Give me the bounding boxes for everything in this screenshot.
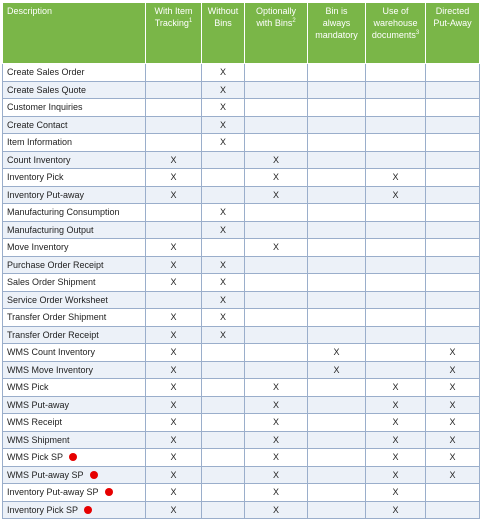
row-label-text: WMS Pick SP [7,452,64,463]
row-label-text: Sales Order Shipment [7,277,96,288]
empty-cell [202,396,245,414]
check-mark-cell: X [245,239,308,257]
check-mark-cell: X [146,414,202,432]
empty-cell [308,396,366,414]
row-label-text: Count Inventory [7,154,71,165]
empty-cell [245,64,308,82]
column-header [308,3,366,64]
empty-cell [308,116,366,134]
check-mark-cell: X [426,396,480,414]
red-dot-icon [84,506,92,514]
check-mark-cell: X [146,379,202,397]
check-mark-cell: X [366,449,426,467]
check-mark-cell: X [426,449,480,467]
table-row [3,239,480,257]
row-label [3,501,146,519]
table-row [3,116,480,134]
empty-cell [202,484,245,502]
row-label [3,291,146,309]
empty-cell [426,291,480,309]
check-mark-cell: X [245,151,308,169]
check-mark-cell: X [366,431,426,449]
table-row [3,501,480,519]
empty-cell [426,256,480,274]
empty-cell [308,81,366,99]
row-label-text: Transfer Order Receipt [7,329,99,340]
table-row [3,344,480,362]
empty-cell [308,274,366,292]
empty-cell [426,484,480,502]
row-label-text: Create Sales Order [7,67,85,78]
table-row [3,414,480,432]
empty-cell [366,221,426,239]
check-mark-cell: X [146,274,202,292]
empty-cell [308,256,366,274]
table-row [3,99,480,117]
table-row [3,169,480,187]
empty-cell [308,449,366,467]
empty-cell [366,291,426,309]
table-row [3,379,480,397]
empty-cell [426,169,480,187]
empty-cell [426,151,480,169]
empty-cell [426,64,480,82]
column-header-text: Bin is always mandatory [315,6,358,40]
row-label [3,414,146,432]
empty-cell [202,379,245,397]
row-label-text: WMS Move Inventory [7,364,94,375]
row-label [3,204,146,222]
row-label [3,239,146,257]
empty-cell [426,221,480,239]
check-mark-cell: X [202,326,245,344]
empty-cell [426,186,480,204]
check-mark-cell: X [245,431,308,449]
empty-cell [308,239,366,257]
row-label-text: Inventory Pick [7,172,64,183]
table-row [3,81,480,99]
row-label-text: WMS Count Inventory [7,347,96,358]
table-header-row [3,3,480,64]
table-row [3,221,480,239]
row-label [3,361,146,379]
empty-cell [426,239,480,257]
empty-cell [366,134,426,152]
footnote-marker: 2 [292,18,296,24]
check-mark-cell: X [146,361,202,379]
check-mark-cell: X [426,414,480,432]
empty-cell [245,116,308,134]
empty-cell [366,256,426,274]
check-mark-cell: X [308,361,366,379]
row-label [3,99,146,117]
empty-cell [366,326,426,344]
row-label-text: Transfer Order Shipment [7,312,107,323]
check-mark-cell: X [202,274,245,292]
row-label-text: Inventory Pick SP [7,504,79,515]
empty-cell [308,169,366,187]
check-mark-cell: X [146,431,202,449]
empty-cell [202,449,245,467]
empty-cell [202,414,245,432]
check-mark-cell: X [426,361,480,379]
empty-cell [308,204,366,222]
empty-cell [308,134,366,152]
empty-cell [308,221,366,239]
table-row [3,326,480,344]
empty-cell [308,186,366,204]
column-header-text: Use of warehouse documents [371,6,418,40]
column-header [366,3,426,64]
empty-cell [308,291,366,309]
check-mark-cell: X [202,99,245,117]
empty-cell [245,256,308,274]
table-body [3,64,480,519]
table-row [3,151,480,169]
empty-cell [308,431,366,449]
check-mark-cell: X [202,256,245,274]
row-label [3,221,146,239]
check-mark-cell: X [146,326,202,344]
empty-cell [245,291,308,309]
empty-cell [245,204,308,222]
row-label [3,274,146,292]
check-mark-cell: X [245,379,308,397]
empty-cell [146,291,202,309]
row-label [3,449,146,467]
row-label-text: Purchase Order Receipt [7,259,104,270]
check-mark-cell: X [146,309,202,327]
footnote-marker: 3 [415,30,420,36]
row-label-text: WMS Put-away SP [7,469,84,480]
check-mark-cell: X [245,484,308,502]
check-mark-cell: X [426,466,480,484]
check-mark-cell: X [426,344,480,362]
empty-cell [245,326,308,344]
empty-cell [366,361,426,379]
check-mark-cell: X [202,204,245,222]
column-header-text: Description [7,6,53,16]
empty-cell [366,239,426,257]
empty-cell [245,344,308,362]
check-mark-cell: X [146,344,202,362]
row-label [3,309,146,327]
empty-cell [366,99,426,117]
empty-cell [426,501,480,519]
row-label [3,116,146,134]
empty-cell [146,204,202,222]
red-dot-icon [69,453,77,461]
table-row [3,186,480,204]
check-mark-cell: X [366,501,426,519]
column-header [202,3,245,64]
empty-cell [245,309,308,327]
empty-cell [426,134,480,152]
empty-cell [245,99,308,117]
row-label [3,64,146,82]
row-label-text: Create Sales Quote [7,84,87,95]
row-label-text: Item Information [7,137,73,148]
row-label-text: WMS Pick [7,382,49,393]
check-mark-cell: X [146,501,202,519]
empty-cell [245,81,308,99]
check-mark-cell: X [245,169,308,187]
empty-cell [245,361,308,379]
check-mark-cell: X [366,186,426,204]
empty-cell [426,204,480,222]
row-label [3,169,146,187]
table-row [3,134,480,152]
row-label-text: Inventory Put-away [7,189,85,200]
check-mark-cell: X [146,169,202,187]
row-label-text: Create Contact [7,119,68,130]
row-label [3,396,146,414]
row-label-text: Service Order Worksheet [7,294,108,305]
check-mark-cell: X [366,169,426,187]
empty-cell [202,466,245,484]
check-mark-cell: X [245,501,308,519]
check-mark-cell: X [426,431,480,449]
empty-cell [202,431,245,449]
check-mark-cell: X [202,134,245,152]
row-label [3,379,146,397]
check-mark-cell: X [146,396,202,414]
check-mark-cell: X [146,239,202,257]
empty-cell [202,239,245,257]
table-row [3,256,480,274]
row-label-text: Customer Inquiries [7,102,83,113]
table-row [3,64,480,82]
empty-cell [146,116,202,134]
check-mark-cell: X [202,116,245,134]
empty-cell [426,274,480,292]
empty-cell [308,414,366,432]
check-mark-cell: X [202,309,245,327]
row-label [3,134,146,152]
row-label [3,81,146,99]
table-row [3,431,480,449]
empty-cell [146,99,202,117]
table-row [3,309,480,327]
feature-matrix-table [2,2,480,519]
row-label-text: Move Inventory [7,242,69,253]
empty-cell [308,151,366,169]
table-row [3,484,480,502]
empty-cell [202,344,245,362]
column-header-text: With Item Tracking [154,6,193,28]
check-mark-cell: X [245,466,308,484]
empty-cell [308,379,366,397]
red-dot-icon [105,488,113,496]
column-header [245,3,308,64]
empty-cell [245,221,308,239]
row-label-text: Inventory Put-away SP [7,487,99,498]
check-mark-cell: X [202,221,245,239]
empty-cell [366,309,426,327]
empty-cell [366,274,426,292]
row-label-text: WMS Put-away [7,399,70,410]
row-label [3,466,146,484]
table-row [3,466,480,484]
check-mark-cell: X [146,151,202,169]
table-row [3,274,480,292]
row-label-text: WMS Shipment [7,434,70,445]
empty-cell [202,151,245,169]
row-label [3,326,146,344]
column-header-text: Without Bins [207,6,239,28]
row-label-text: Manufacturing Output [7,224,94,235]
check-mark-cell: X [308,344,366,362]
check-mark-cell: X [245,396,308,414]
empty-cell [426,116,480,134]
empty-cell [202,186,245,204]
table-row [3,204,480,222]
row-label-text: Manufacturing Consumption [7,207,120,218]
empty-cell [426,309,480,327]
check-mark-cell: X [426,379,480,397]
check-mark-cell: X [366,484,426,502]
check-mark-cell: X [366,379,426,397]
check-mark-cell: X [146,484,202,502]
check-mark-cell: X [146,466,202,484]
check-mark-cell: X [245,449,308,467]
empty-cell [245,134,308,152]
check-mark-cell: X [366,414,426,432]
empty-cell [308,484,366,502]
empty-cell [366,81,426,99]
check-mark-cell: X [146,449,202,467]
row-label-text: WMS Receipt [7,417,63,428]
empty-cell [202,169,245,187]
table-row [3,449,480,467]
check-mark-cell: X [202,64,245,82]
empty-cell [366,204,426,222]
check-mark-cell: X [366,396,426,414]
check-mark-cell: X [245,186,308,204]
empty-cell [366,116,426,134]
empty-cell [308,99,366,117]
row-label [3,344,146,362]
empty-cell [146,81,202,99]
red-dot-icon [90,471,98,479]
check-mark-cell: X [366,466,426,484]
empty-cell [426,99,480,117]
empty-cell [245,274,308,292]
row-label [3,256,146,274]
empty-cell [426,81,480,99]
empty-cell [426,326,480,344]
empty-cell [146,221,202,239]
row-label [3,186,146,204]
empty-cell [366,344,426,362]
row-label [3,484,146,502]
check-mark-cell: X [146,256,202,274]
table-row [3,291,480,309]
empty-cell [202,501,245,519]
column-header [3,3,146,64]
table-row [3,396,480,414]
empty-cell [308,466,366,484]
column-header-text: Directed Put-Away [433,6,472,28]
check-mark-cell: X [202,81,245,99]
empty-cell [146,64,202,82]
column-header-text: Optionally with Bins [255,6,297,28]
empty-cell [146,134,202,152]
empty-cell [366,151,426,169]
footnote-marker: 1 [188,18,193,24]
feature-table-wrapper [2,2,480,519]
table-row [3,361,480,379]
check-mark-cell: X [146,186,202,204]
empty-cell [366,64,426,82]
row-label [3,151,146,169]
check-mark-cell: X [202,291,245,309]
check-mark-cell: X [245,414,308,432]
empty-cell [308,326,366,344]
row-label [3,431,146,449]
empty-cell [308,309,366,327]
column-header [146,3,202,64]
column-header [426,3,480,64]
empty-cell [202,361,245,379]
empty-cell [308,501,366,519]
empty-cell [308,64,366,82]
